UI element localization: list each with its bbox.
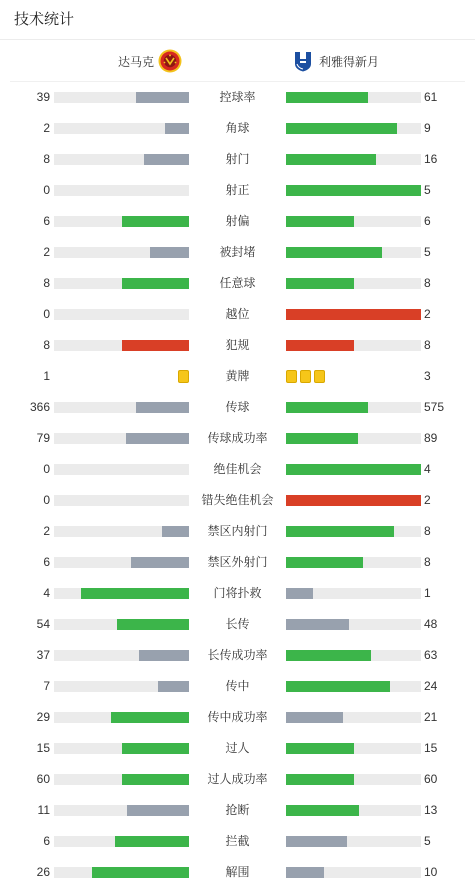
stat-label: 过人成功率 (207, 772, 268, 786)
away-stat-bar-fill (286, 681, 390, 692)
away-stat-value: 61 (424, 90, 438, 104)
away-stat-bar-fill (286, 433, 358, 444)
home-stat-bar (54, 836, 189, 847)
home-stat-value: 2 (43, 245, 50, 259)
home-stat-value: 6 (43, 214, 50, 228)
away-stat-value: 21 (424, 710, 438, 724)
stat-label: 被封堵 (219, 245, 256, 259)
home-stat-bar (54, 278, 189, 289)
away-stat-bar (286, 154, 421, 165)
home-stat-value: 0 (43, 307, 50, 321)
stat-row (0, 237, 475, 268)
away-stat-bar (286, 464, 421, 475)
away-stat-value: 89 (424, 431, 438, 445)
home-stat-bar (54, 867, 189, 878)
stat-row (0, 640, 475, 671)
stat-label: 传球 (225, 400, 250, 414)
home-stat-bar (54, 774, 189, 785)
away-stat-bar-fill (286, 836, 347, 847)
away-stat-bar-fill (286, 619, 349, 630)
away-team[interactable] (291, 49, 379, 73)
stat-row (0, 764, 475, 795)
stat-row (0, 857, 475, 888)
away-stat-bar (286, 247, 421, 258)
home-stat-bar (54, 464, 189, 475)
away-stat-bar (286, 92, 421, 103)
home-stat-bar (54, 433, 189, 444)
stat-row (0, 330, 475, 361)
home-stat-bar-fill (126, 433, 189, 444)
away-stat-bar (286, 278, 421, 289)
away-stat-bar (286, 495, 421, 506)
home-stat-bar (54, 123, 189, 134)
away-stat-value: 8 (424, 276, 431, 290)
away-stat-value: 9 (424, 121, 431, 135)
away-stat-value: 8 (424, 524, 431, 538)
home-stat-bar-fill (158, 681, 189, 692)
al-hilal-crest-icon (291, 49, 315, 73)
home-stat-bar (54, 309, 189, 320)
damac-club-crest-icon (158, 49, 182, 73)
home-stat-bar-fill (122, 743, 190, 754)
home-stat-bar-fill (115, 836, 189, 847)
stat-label: 禁区内射门 (207, 524, 268, 538)
away-stat-bar (286, 526, 421, 537)
away-stat-bar (286, 402, 421, 413)
away-stat-value: 10 (424, 865, 438, 879)
away-stat-bar (286, 557, 421, 568)
stat-label: 犯规 (225, 338, 250, 352)
home-stat-bar (54, 743, 189, 754)
stat-row (0, 826, 475, 857)
page-title: 技术统计 (0, 0, 475, 40)
stat-row (0, 733, 475, 764)
away-stat-bar (286, 433, 421, 444)
stat-label: 任意球 (219, 276, 256, 290)
home-stat-value: 7 (43, 679, 50, 693)
away-stat-value: 8 (424, 555, 431, 569)
home-stat-bar-fill (136, 92, 189, 103)
away-yellow-cards (286, 370, 325, 383)
home-stat-bar-fill (81, 588, 189, 599)
home-stat-value: 11 (37, 803, 50, 817)
home-stat-value: 79 (36, 431, 50, 445)
stat-row (0, 268, 475, 299)
away-stat-bar (286, 712, 421, 723)
stat-row (0, 795, 475, 826)
away-stat-bar (286, 340, 421, 351)
home-stat-value: 366 (29, 400, 50, 414)
home-stat-value: 4 (43, 586, 50, 600)
away-stat-bar-fill (286, 774, 354, 785)
home-stat-bar (54, 805, 189, 816)
away-stat-bar-fill (286, 650, 371, 661)
home-stat-value: 6 (43, 834, 50, 848)
home-stat-bar-fill (150, 247, 189, 258)
away-stat-bar-fill (286, 743, 354, 754)
home-stat-bar (54, 216, 189, 227)
home-stat-bar (54, 526, 189, 537)
away-stat-bar (286, 774, 421, 785)
away-stat-bar (286, 185, 421, 196)
home-stat-bar-fill (122, 774, 190, 785)
away-stat-bar (286, 743, 421, 754)
yellow-card-icon (300, 370, 311, 383)
stat-label: 传中成功率 (207, 710, 268, 724)
home-stat-bar (54, 712, 189, 723)
away-stat-bar-fill (286, 92, 368, 103)
stat-label: 传中 (225, 679, 250, 693)
home-stat-bar (54, 650, 189, 661)
home-stat-bar-fill (117, 619, 189, 630)
stat-row (0, 516, 475, 547)
home-stat-bar (54, 185, 189, 196)
stat-row (0, 702, 475, 733)
stat-row (0, 485, 475, 516)
away-stat-bar-fill (286, 588, 313, 599)
home-stat-value: 0 (43, 183, 50, 197)
away-stat-bar (286, 588, 421, 599)
team-header (10, 40, 465, 82)
home-stat-bar-fill (162, 526, 189, 537)
stat-label: 黄牌 (225, 369, 250, 383)
home-team[interactable] (118, 49, 182, 73)
away-stat-bar-fill (286, 216, 354, 227)
home-stat-bar-fill (122, 278, 190, 289)
home-stat-value: 54 (36, 617, 50, 631)
home-stat-bar-fill (165, 123, 189, 134)
stat-row (0, 206, 475, 237)
away-stat-bar (286, 681, 421, 692)
home-stat-bar-fill (122, 340, 190, 351)
away-stat-bar (286, 650, 421, 661)
away-stat-bar-fill (286, 464, 421, 475)
home-stat-value: 8 (43, 276, 50, 290)
stat-label: 传球成功率 (207, 431, 268, 445)
home-stat-bar (54, 340, 189, 351)
away-stat-bar (286, 805, 421, 816)
stat-row (0, 454, 475, 485)
away-stat-value: 2 (424, 307, 431, 321)
away-stat-bar-fill (286, 495, 421, 506)
away-stat-value: 5 (424, 245, 431, 259)
away-stat-value: 48 (424, 617, 438, 631)
away-stat-value: 16 (424, 152, 438, 166)
yellow-card-icon (178, 370, 189, 383)
away-stat-value: 3 (424, 369, 431, 383)
stat-label: 射门 (225, 152, 250, 166)
home-stat-bar (54, 402, 189, 413)
away-stat-bar-fill (286, 123, 397, 134)
away-stat-value: 24 (424, 679, 438, 693)
stat-row (0, 113, 475, 144)
away-stat-bar (286, 216, 421, 227)
home-stat-value: 0 (43, 462, 50, 476)
stat-row (0, 547, 475, 578)
away-stat-value: 1 (424, 586, 431, 600)
stat-label: 拦截 (225, 834, 250, 848)
away-stat-bar-fill (286, 557, 363, 568)
stat-label: 绝佳机会 (213, 462, 262, 476)
away-stat-bar (286, 836, 421, 847)
stat-label: 控球率 (219, 90, 256, 104)
away-stat-value: 63 (424, 648, 438, 662)
home-stat-value: 0 (43, 493, 50, 507)
yellow-card-icon (286, 370, 297, 383)
stat-label: 射正 (225, 183, 250, 197)
stat-label: 长传成功率 (207, 648, 268, 662)
away-stat-value: 15 (424, 741, 438, 755)
home-stat-bar-fill (111, 712, 189, 723)
home-stat-bar (54, 557, 189, 568)
away-stat-value: 13 (424, 803, 438, 817)
home-stat-bar (54, 619, 189, 630)
away-stat-bar-fill (286, 185, 421, 196)
home-stat-value: 39 (36, 90, 50, 104)
stat-label: 门将扑救 (213, 586, 262, 600)
away-stat-bar-fill (286, 526, 394, 537)
away-stat-bar (286, 309, 421, 320)
home-yellow-cards (178, 370, 189, 383)
home-stat-bar (54, 495, 189, 506)
away-stat-value: 60 (424, 772, 438, 786)
away-stat-bar-fill (286, 340, 354, 351)
away-stat-bar-fill (286, 154, 376, 165)
away-stat-bar (286, 619, 421, 630)
stat-label: 射偏 (225, 214, 250, 228)
stat-row (0, 609, 475, 640)
home-stat-bar (54, 588, 189, 599)
home-stat-value: 2 (43, 121, 50, 135)
away-stat-bar-fill (286, 309, 421, 320)
away-stat-bar-fill (286, 805, 359, 816)
home-stat-value: 15 (36, 741, 50, 755)
home-stat-value: 2 (43, 524, 50, 538)
away-stat-bar-fill (286, 867, 324, 878)
home-stat-bar-fill (127, 805, 189, 816)
home-stat-value: 8 (43, 152, 50, 166)
home-stat-bar-fill (122, 216, 190, 227)
stat-label: 抢断 (225, 803, 250, 817)
yellow-card-icon (314, 370, 325, 383)
away-stat-bar (286, 867, 421, 878)
away-stat-value: 2 (424, 493, 431, 507)
home-stat-bar (54, 247, 189, 258)
home-stat-bar-fill (92, 867, 189, 878)
away-stat-bar-fill (286, 278, 354, 289)
away-stat-bar-fill (286, 247, 382, 258)
home-stat-value: 1 (43, 369, 50, 383)
home-stat-value: 29 (36, 710, 50, 724)
home-stat-value: 8 (43, 338, 50, 352)
home-stat-bar-fill (139, 650, 189, 661)
stat-row (0, 671, 475, 702)
stat-label: 过人 (225, 741, 250, 755)
stat-row (0, 392, 475, 423)
home-stat-bar (54, 154, 189, 165)
away-stat-value: 8 (424, 338, 431, 352)
home-team-name: 达马克 (117, 54, 154, 69)
away-stat-value: 575 (424, 400, 445, 414)
stat-label: 越位 (225, 307, 250, 321)
away-stat-value: 5 (424, 183, 431, 197)
stat-label: 角球 (225, 121, 250, 135)
stat-label: 解围 (225, 865, 250, 879)
away-stat-value: 4 (424, 462, 431, 476)
stat-row (0, 361, 475, 392)
stat-label: 长传 (225, 617, 250, 631)
stat-label: 禁区外射门 (207, 555, 268, 569)
away-stat-value: 6 (424, 214, 431, 228)
stat-row (0, 423, 475, 454)
away-team-name: 利雅得新月 (319, 54, 380, 69)
home-stat-value: 26 (36, 865, 50, 879)
home-stat-bar-fill (131, 557, 189, 568)
stat-row (0, 175, 475, 206)
stat-row (0, 299, 475, 330)
home-stat-bar-fill (144, 154, 189, 165)
stat-row (0, 578, 475, 609)
stat-row (0, 144, 475, 175)
home-stat-bar (54, 92, 189, 103)
away-stat-bar (286, 123, 421, 134)
away-stat-bar-fill (286, 402, 368, 413)
stat-row (0, 82, 475, 113)
away-stat-bar-fill (286, 712, 343, 723)
stats-table (0, 82, 475, 888)
away-stat-value: 5 (424, 834, 431, 848)
home-stat-value: 37 (36, 648, 50, 662)
home-stat-value: 6 (43, 555, 50, 569)
home-stat-bar (54, 681, 189, 692)
home-stat-value: 60 (36, 772, 50, 786)
stat-label: 错失绝佳机会 (201, 493, 274, 507)
home-stat-bar-fill (136, 402, 189, 413)
